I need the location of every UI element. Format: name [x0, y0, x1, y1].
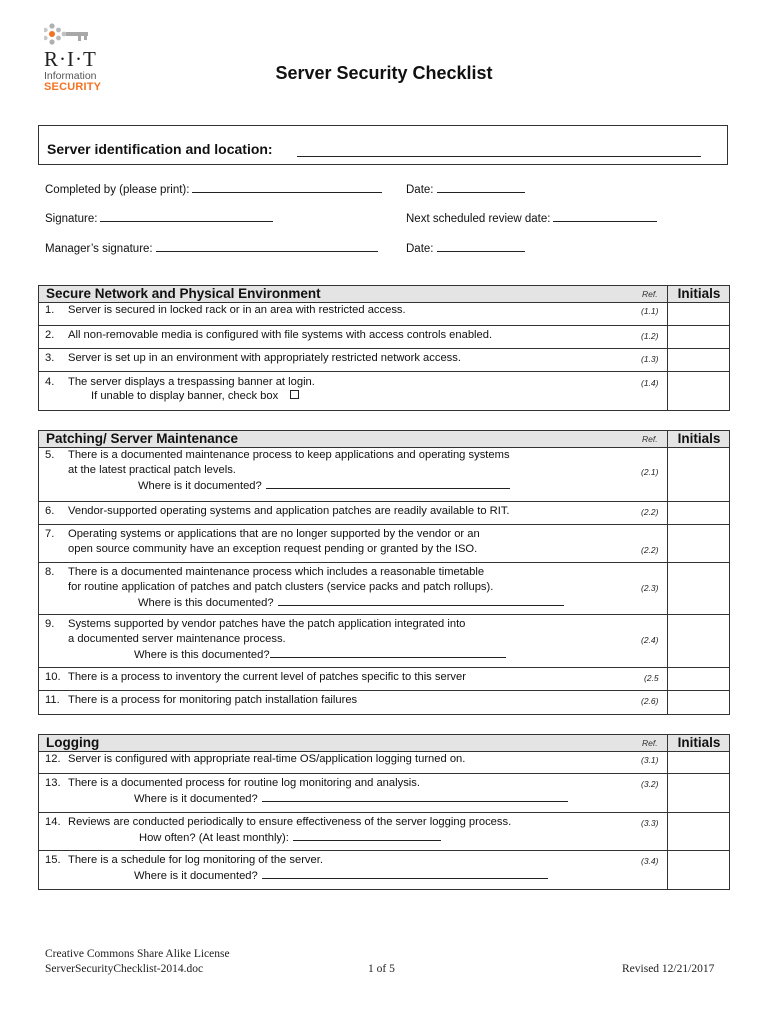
initials-column-header: Initials	[667, 286, 730, 302]
section-title: Secure Network and Physical Environment	[46, 286, 321, 301]
item-ref: (3.1)	[641, 755, 659, 765]
item-ref: (1.2)	[641, 331, 659, 341]
server-identification-box	[38, 125, 728, 165]
logo-security-text: SECURITY	[44, 81, 102, 93]
initials-cell[interactable]	[667, 691, 730, 715]
logo-information-text: Information	[44, 70, 97, 82]
item-number: 12.	[45, 753, 61, 765]
item-number: 14.	[45, 816, 61, 828]
item-text-line-2: open source community have an exception request pending or granted by the ISO.	[68, 543, 478, 555]
initials-cell[interactable]	[667, 303, 730, 325]
checklist-item-14	[39, 812, 729, 851]
initials-cell[interactable]	[667, 851, 730, 890]
checklist-item-4	[39, 371, 729, 411]
ref-column-header: Ref.	[642, 434, 658, 444]
item-text-line-2: a documented server maintenance process.	[68, 633, 286, 645]
item-number: 4.	[45, 376, 55, 388]
item-text: There is a process for monitoring patch installation failures	[68, 694, 358, 706]
initials-cell[interactable]	[667, 326, 730, 349]
section-header	[39, 431, 729, 448]
completed-by-line[interactable]	[192, 181, 382, 193]
section-patching	[38, 430, 730, 715]
item-ref: (2.4)	[641, 635, 659, 645]
item-number: 5.	[45, 449, 55, 461]
item-ref: (1.1)	[641, 306, 659, 316]
item-subline	[91, 390, 299, 402]
date-label-1: Date:	[406, 184, 434, 196]
footer-filename: ServerSecurityChecklist-2014.doc	[45, 963, 204, 975]
item-subline	[134, 868, 548, 882]
where-documented-line[interactable]	[266, 478, 510, 489]
where-documented-label: Where is it documented?	[134, 870, 258, 882]
section-header	[39, 286, 729, 303]
item-text-line-1: Systems supported by vendor patches have the patch application integrated into	[68, 618, 466, 630]
where-documented-line[interactable]	[262, 868, 548, 879]
initials-cell[interactable]	[667, 615, 730, 668]
checklist-item-9	[39, 614, 729, 668]
initials-cell[interactable]	[667, 563, 730, 615]
item-ref: (2.2)	[641, 545, 659, 555]
footer-license: Creative Commons Share Alike License	[45, 948, 230, 960]
item-number: 1.	[45, 304, 55, 316]
manager-signature-field	[45, 240, 378, 255]
banner-checkbox-label: If unable to display banner, check box	[91, 390, 279, 402]
item-text: There is a schedule for log monitoring of the server.	[68, 854, 323, 866]
item-text: All non-removable media is configured with file systems with access controls enabled.	[68, 329, 493, 341]
how-often-label: How often? (At least monthly):	[139, 832, 289, 844]
item-ref: (2.3)	[641, 583, 659, 593]
initials-cell[interactable]	[667, 668, 730, 691]
item-subline	[134, 791, 568, 805]
checklist-item-3	[39, 348, 729, 372]
item-text-line-1: There is a documented maintenance process to keep applications and operating systems	[68, 449, 510, 461]
checklist-item-12	[39, 752, 729, 773]
section-logging	[38, 734, 730, 890]
item-subline	[139, 830, 441, 844]
section-secure-network	[38, 285, 730, 411]
key-logo-icon	[44, 22, 90, 46]
section-title: Logging	[46, 735, 100, 750]
next-review-label: Next scheduled review date:	[406, 213, 551, 225]
date-label-2: Date:	[406, 243, 434, 255]
item-number: 10.	[45, 671, 61, 683]
logo-rit-text: R·I·T	[44, 47, 97, 71]
ref-column-header: Ref.	[642, 738, 658, 748]
signature-line[interactable]	[100, 210, 273, 222]
item-ref: (2.5	[644, 673, 659, 683]
server-identification-label: Server identification and location:	[47, 141, 273, 157]
item-ref: (2.6)	[641, 696, 659, 706]
how-often-line[interactable]	[293, 830, 441, 841]
where-documented-line[interactable]	[278, 595, 564, 606]
item-ref: (3.4)	[641, 856, 659, 866]
item-number: 13.	[45, 777, 61, 789]
ref-column-header: Ref.	[642, 289, 658, 299]
item-number: 15.	[45, 854, 61, 866]
item-number: 6.	[45, 505, 55, 517]
section-header	[39, 735, 729, 752]
where-documented-label: Where is it documented?	[138, 480, 262, 492]
checklist-item-15	[39, 850, 729, 890]
item-ref: (1.4)	[641, 378, 659, 388]
initials-cell[interactable]	[667, 813, 730, 851]
signature-field	[45, 210, 273, 225]
checklist-item-6	[39, 501, 729, 525]
item-text: Vendor-supported operating systems and application patches are readily available to RIT.	[68, 505, 510, 517]
where-documented-line[interactable]	[262, 791, 568, 802]
date-field-2	[406, 240, 525, 255]
item-text: The server displays a trespassing banner at login.	[68, 376, 315, 388]
manager-signature-line[interactable]	[156, 240, 378, 252]
item-text: There is a process to inventory the current level of patches specific to this server	[68, 671, 466, 683]
initials-column-header: Initials	[667, 431, 730, 447]
checklist-item-8	[39, 562, 729, 615]
footer-page-number: 1 of 5	[368, 963, 395, 975]
footer-revised-date: Revised 12/21/2017	[622, 963, 715, 975]
page-title: Server Security Checklist	[275, 63, 493, 83]
item-number: 2.	[45, 329, 55, 341]
item-text: Server is secured in locked rack or in an area with restricted access.	[68, 304, 406, 316]
checklist-item-2	[39, 325, 729, 349]
server-identification-input-line[interactable]	[297, 156, 701, 157]
checklist-item-11	[39, 690, 729, 715]
date-line-1[interactable]	[437, 181, 525, 193]
initials-column-header: Initials	[667, 735, 730, 751]
item-text: There is a documented process for routine log monitoring and analysis.	[68, 777, 420, 789]
completed-by-label: Completed by (please print):	[45, 184, 190, 196]
date-line-2[interactable]	[437, 240, 525, 252]
banner-checkbox[interactable]	[290, 390, 299, 399]
item-text-line-2: for routine application of patches and patch clusters (service packs and patch rollups).	[68, 581, 494, 593]
item-text: Server is set up in an environment with appropriately restricted network access.	[68, 352, 461, 364]
item-ref: (2.1)	[641, 467, 659, 477]
next-review-field	[406, 210, 657, 225]
item-ref: (2.2)	[641, 507, 659, 517]
item-text-line-2: at the latest practical patch levels.	[68, 464, 236, 476]
item-number: 3.	[45, 352, 55, 364]
rit-logo	[44, 22, 114, 96]
item-number: 8.	[45, 566, 55, 578]
next-review-line[interactable]	[553, 210, 657, 222]
initials-cell[interactable]	[667, 448, 730, 501]
signature-label: Signature:	[45, 213, 98, 225]
manager-signature-label: Manager’s signature:	[45, 243, 153, 255]
item-number: 9.	[45, 618, 55, 630]
checklist-item-1	[39, 303, 729, 325]
checklist-item-10	[39, 667, 729, 691]
item-text-line-1: There is a documented maintenance process which includes a reasonable timetable	[68, 566, 485, 578]
item-subline	[134, 647, 506, 661]
item-text: Server is configured with appropriate real-time OS/application logging turned on.	[68, 753, 466, 765]
initials-cell[interactable]	[667, 349, 730, 372]
item-text: Reviews are conducted periodically to ensure effectiveness of the server logging process.	[68, 816, 512, 828]
initials-cell[interactable]	[667, 502, 730, 525]
item-ref: (3.2)	[641, 779, 659, 789]
where-documented-label: Where is this documented?	[138, 597, 274, 609]
item-number: 7.	[45, 528, 55, 540]
initials-cell[interactable]	[667, 774, 730, 813]
where-documented-label: Where is it documented?	[134, 793, 258, 805]
item-ref: (3.3)	[641, 818, 659, 828]
where-documented-line[interactable]	[270, 647, 506, 658]
item-number: 11.	[45, 694, 60, 706]
initials-cell[interactable]	[667, 752, 730, 773]
item-subline	[138, 478, 510, 492]
initials-cell[interactable]	[667, 372, 730, 411]
checklist-item-13	[39, 773, 729, 813]
section-title: Patching/ Server Maintenance	[46, 431, 239, 446]
where-documented-label: Where is this documented?	[134, 649, 270, 661]
date-field-1	[406, 181, 525, 196]
initials-cell[interactable]	[667, 525, 730, 563]
item-subline	[138, 595, 564, 609]
completed-by-field	[45, 181, 382, 196]
item-text-line-1: Operating systems or applications that are no longer supported by the vendor or an	[68, 528, 480, 540]
checklist-item-5	[39, 448, 729, 501]
item-ref: (1.3)	[641, 354, 659, 364]
checklist-item-7	[39, 524, 729, 563]
